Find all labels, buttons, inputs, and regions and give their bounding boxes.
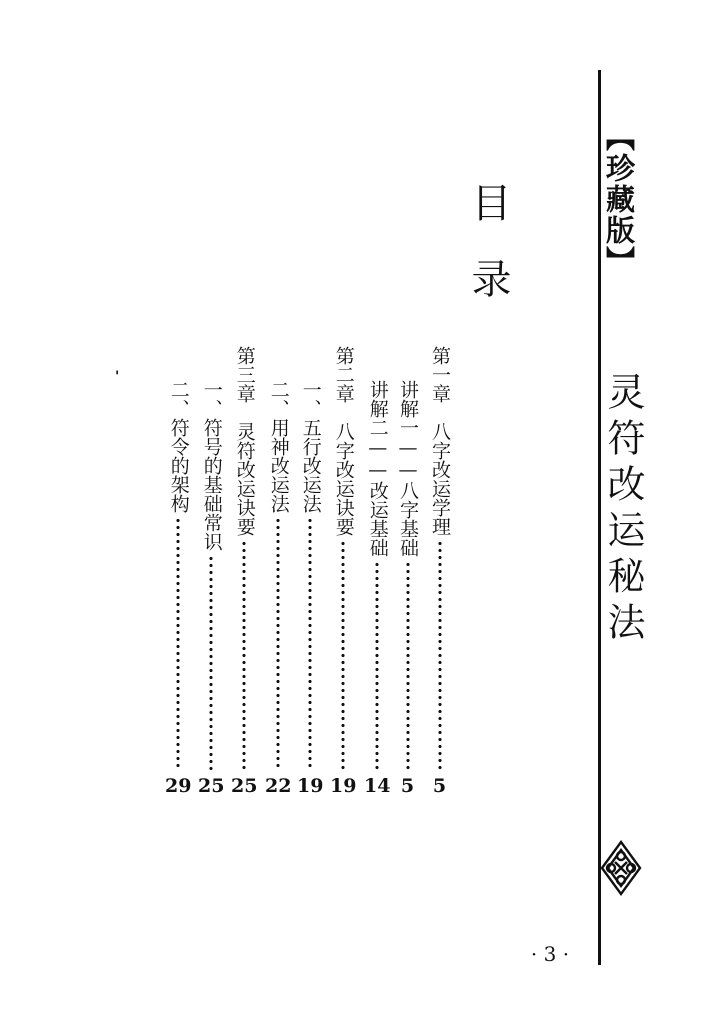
leader-dots xyxy=(308,517,312,771)
leader-dots xyxy=(438,540,442,771)
toc-entry[interactable] xyxy=(398,380,417,796)
toc-entry[interactable] xyxy=(198,380,224,796)
toc-entry[interactable] xyxy=(165,380,191,796)
toc-entry-page: 22 xyxy=(265,775,292,797)
toc-entry[interactable] xyxy=(430,346,449,796)
knot-ornament-icon xyxy=(596,838,646,898)
leader-dots xyxy=(341,540,345,771)
toc-entry-label: 一、符号的基础常识 xyxy=(200,380,223,551)
toc-entry-label: 第三章 灵符改运诀要 xyxy=(233,346,256,536)
toc-entry-label: 第二章 八字改运诀要 xyxy=(332,346,355,536)
leader-dots xyxy=(276,517,280,771)
series-label: 【珍藏版】 xyxy=(602,122,636,277)
toc-entry-label: 讲解二——改运基础 xyxy=(366,380,389,557)
toc-entry-page: 29 xyxy=(165,775,192,797)
toc-entry-label: 一、五行改运法 xyxy=(299,380,322,513)
toc-entry-page: 19 xyxy=(330,775,357,797)
toc-entry-page: 14 xyxy=(364,775,391,797)
toc-entry-label: 二、符令的架构 xyxy=(167,380,190,513)
page-number: · 3 · xyxy=(530,942,570,966)
toc-entry[interactable] xyxy=(364,380,390,796)
toc-entry[interactable] xyxy=(330,346,356,796)
leader-dots xyxy=(176,517,180,771)
leader-dots xyxy=(209,555,213,771)
toc-entry-label: 第一章 八字改运学理 xyxy=(429,346,451,536)
toc-entry-label: 二、用神改运法 xyxy=(267,380,290,513)
toc-entry[interactable] xyxy=(265,380,291,796)
stray-mark: ' xyxy=(115,369,120,385)
leader-dots xyxy=(242,540,246,771)
toc-entry-page: 5 xyxy=(432,775,447,797)
toc-entry[interactable] xyxy=(297,380,323,796)
toc-entry-page: 5 xyxy=(400,775,415,797)
toc-entry[interactable] xyxy=(231,346,257,796)
toc-entry-page: 25 xyxy=(231,775,258,797)
leader-dots xyxy=(375,561,379,771)
toc-entry-label: 讲解一——八字基础 xyxy=(397,380,419,557)
toc-entry-page: 25 xyxy=(198,775,225,797)
book-title: 灵符改运秘法 xyxy=(601,372,645,648)
toc-heading: 目录 xyxy=(465,182,511,334)
leader-dots xyxy=(406,561,410,771)
toc-entry-page: 19 xyxy=(297,775,324,797)
